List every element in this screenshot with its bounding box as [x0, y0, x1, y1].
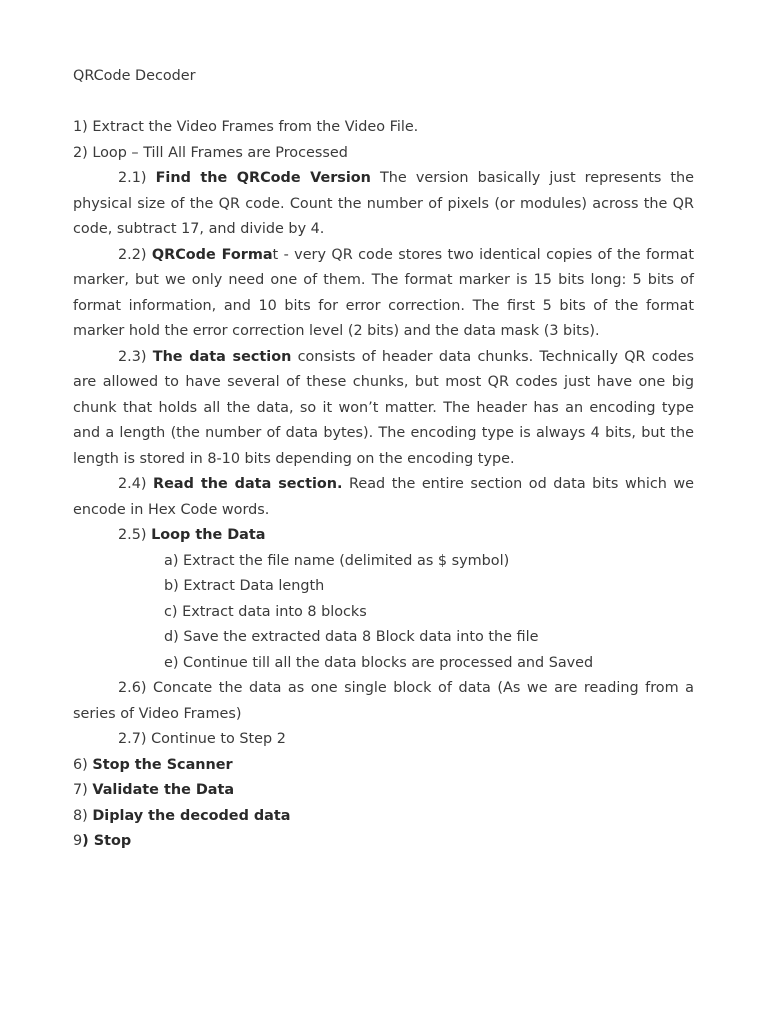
step-9-number: 9 — [73, 833, 83, 849]
step-2-6 — [73, 676, 694, 727]
step-7 — [73, 778, 694, 804]
step-2-1-text: The version basically just represents the physical size of the QR code. Count the number of pixels (or modules) across the QR code, subtract 17, and divide by 4. — [73, 170, 695, 237]
list-item: d) Save the extracted data 8 Block data into the file — [164, 629, 539, 645]
step-2-3-number: 2.3) — [118, 348, 153, 365]
step-2-1 — [73, 166, 694, 243]
step-6-number: 6) — [73, 756, 93, 773]
step-6 — [73, 753, 694, 779]
list-item: b) Extract Data length — [164, 578, 325, 594]
step-2-3-heading: The data section — [152, 348, 292, 365]
step-8-text: Diplay the decoded data — [92, 807, 291, 824]
step-2-4 — [73, 472, 694, 523]
list-item: c) Extract data into 8 blocks — [164, 603, 367, 620]
step-2-3 — [73, 345, 694, 473]
step-2-1-heading: Find the QRCode Version — [155, 170, 371, 186]
step-2-2 — [73, 243, 694, 345]
document-title: QRCode Decoder — [73, 68, 196, 84]
step-2-5-heading: Loop the Data — [151, 527, 266, 543]
step-2-4-heading: Read the data section. — [153, 476, 343, 492]
step-7-number: 7) — [73, 782, 93, 798]
step-9-text: ) Stop — [82, 833, 132, 849]
step-2-2-text: t - very QR code stores two identical copies of the format marker, but we only need one of them. The format marker is 15 bits long: 5 bits of format information, and 10 bits for error correction. The first 5 bits of the format marker hold the error correction level (2 bits) and the data mask (3 bits). — [73, 246, 694, 339]
step-2-7: 2.7) Continue to Step 2 — [118, 731, 286, 747]
step-2-4-number: 2.4) — [118, 476, 154, 492]
step-6-text: Stop the Scanner — [92, 756, 233, 773]
step-2-4-text: Read the entire section od data bits which we encode in Hex Code words. — [73, 476, 695, 518]
step-1: 1) Extract the Video Frames from the Video File. — [73, 119, 419, 135]
step-2-2-heading: QRCode Forma — [151, 246, 273, 263]
step-2-3-text: consists of header data chunks. Technically QR codes are allowed to have several of these chunks, but most QR codes just have one big chunk that holds all the data, so it won’t matter. The header has an encoding type and a length (the number of data bytes). The encoding type is always 4 bits, but the length is stored in 8-10 bits depending on the encoding type. — [73, 348, 694, 467]
step-2-2-number: 2.2) — [118, 246, 152, 263]
step-9 — [73, 829, 694, 855]
step-8 — [73, 804, 694, 830]
step-7-text: Validate the Data — [92, 782, 235, 798]
list-item: e) Continue till all the data blocks are processed and Saved — [164, 654, 594, 671]
step-2-1-number: 2.1) — [118, 170, 156, 186]
document-page — [73, 64, 694, 855]
list-item: a) Extract the file name (delimited as $ symbol) — [164, 552, 510, 569]
step-8-number: 8) — [73, 807, 93, 824]
step-2-5 — [73, 523, 694, 549]
step-2-6-text: 2.6) Concate the data as one single block of data (As we are reading from a series of Video Frames) — [73, 680, 694, 722]
step-2-5-number: 2.5) — [118, 527, 152, 543]
step-2: 2) Loop – Till All Frames are Processed — [73, 144, 348, 161]
